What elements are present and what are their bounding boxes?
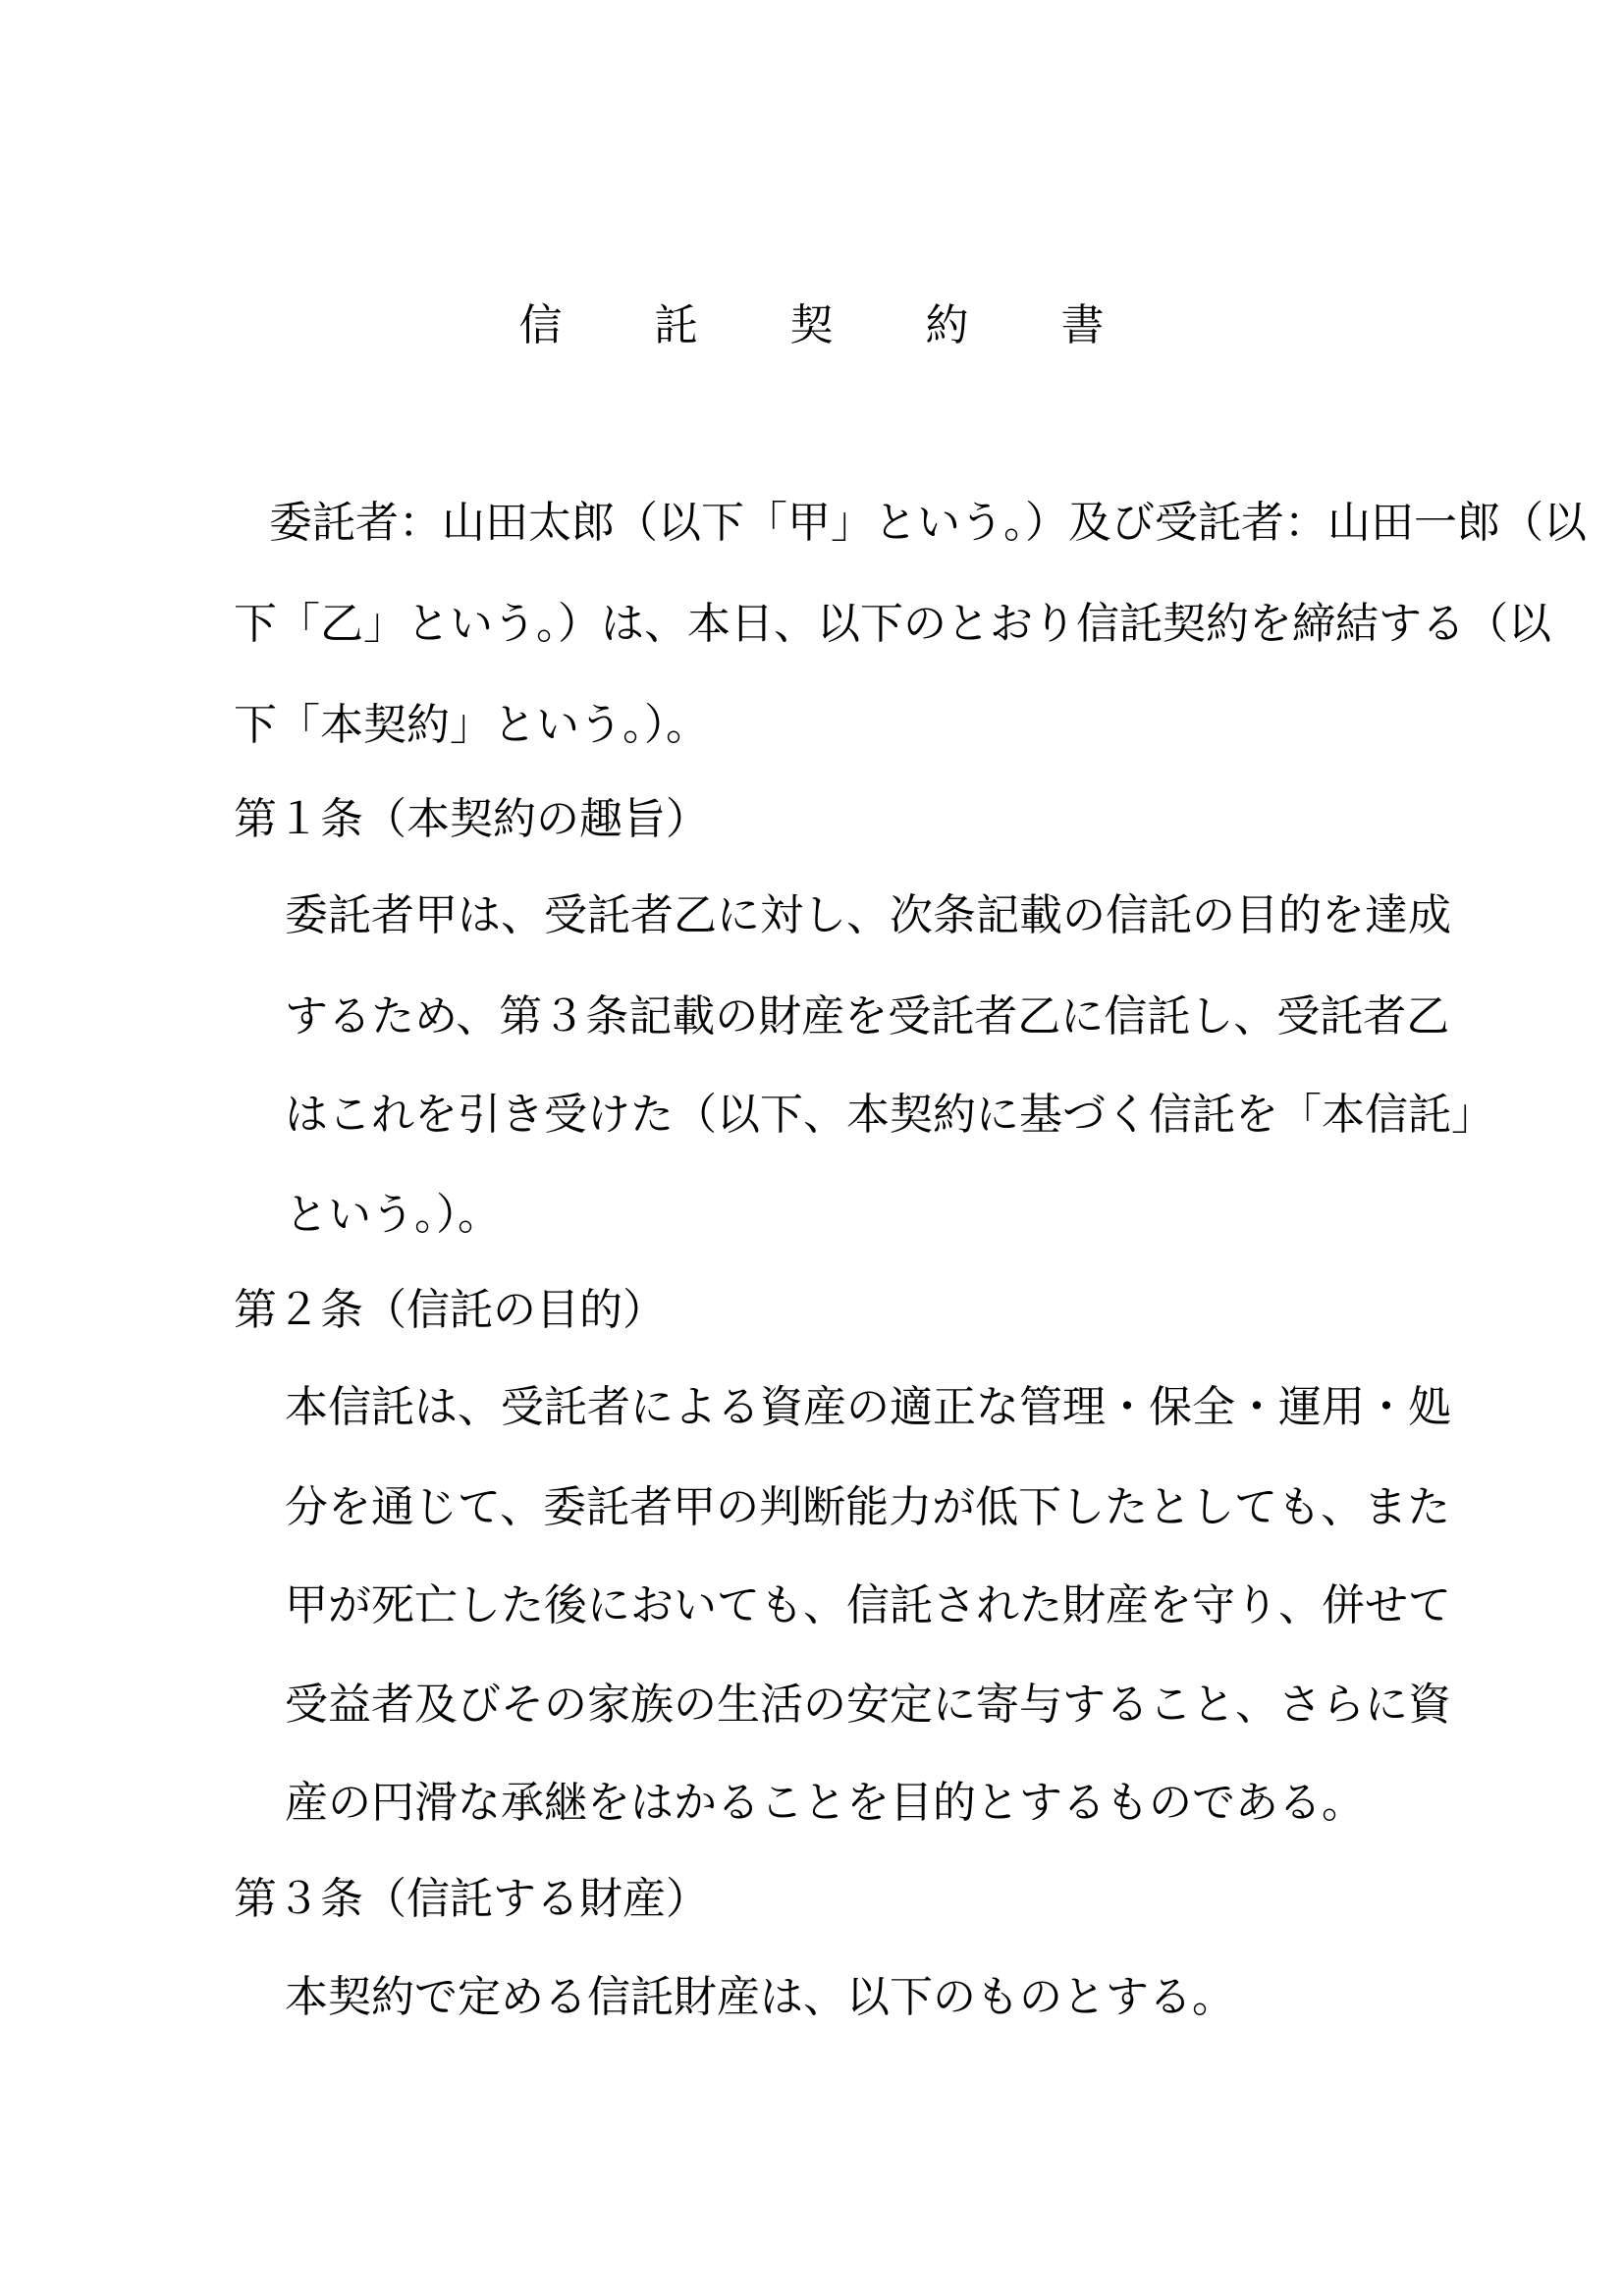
preamble-line-3: 下「本契約」という。）。 (234, 700, 709, 750)
article-1-line-1: 委託者甲は、受託者乙に対し、次条記載の信託の目的を達成 (285, 890, 1451, 940)
article-2-heading: 第２条（信託の目的） (234, 1285, 666, 1335)
article-1-line-2: するため、第３条記載の財産を受託者乙に信託し、受託者乙 (285, 991, 1450, 1041)
preamble-line-1: 委託者：山田太郎（以下「甲」という。）及び受託者：山田一郎（以 (269, 498, 1587, 548)
article-1-line-3: はこれを引き受けた（以下、本契約に基づく信託を「本信託」 (285, 1090, 1494, 1140)
article-1-heading: 第１条（本契約の趣旨） (234, 794, 709, 844)
article-2-line-5: 産の円滑な承継をはかることを目的とするものである。 (285, 1778, 1365, 1828)
article-2-line-1: 本信託は、受託者による資産の適正な管理・保全・運用・処 (285, 1382, 1451, 1432)
article-1-line-4: という。）。 (285, 1190, 501, 1240)
article-3-heading: 第３条（信託する財産） (234, 1874, 709, 1924)
article-2-line-3: 甲が死亡した後においても、信託された財産を守り、併せて (285, 1580, 1451, 1630)
document-title: 信 託 契 約 書 (518, 300, 1144, 350)
preamble-line-2: 下「乙」という。）は、本日、以下のとおり信託契約を締結する（以 (234, 599, 1551, 649)
article-2-line-4: 受益者及びその家族の生活の安定に寄与すること、さらに資 (285, 1680, 1451, 1730)
article-3-line-1: 本契約で定める信託財産は、以下のものとする。 (285, 1972, 1235, 2022)
article-2-line-2: 分を通じて、委託者甲の判断能力が低下したとしても、また (285, 1482, 1451, 1532)
